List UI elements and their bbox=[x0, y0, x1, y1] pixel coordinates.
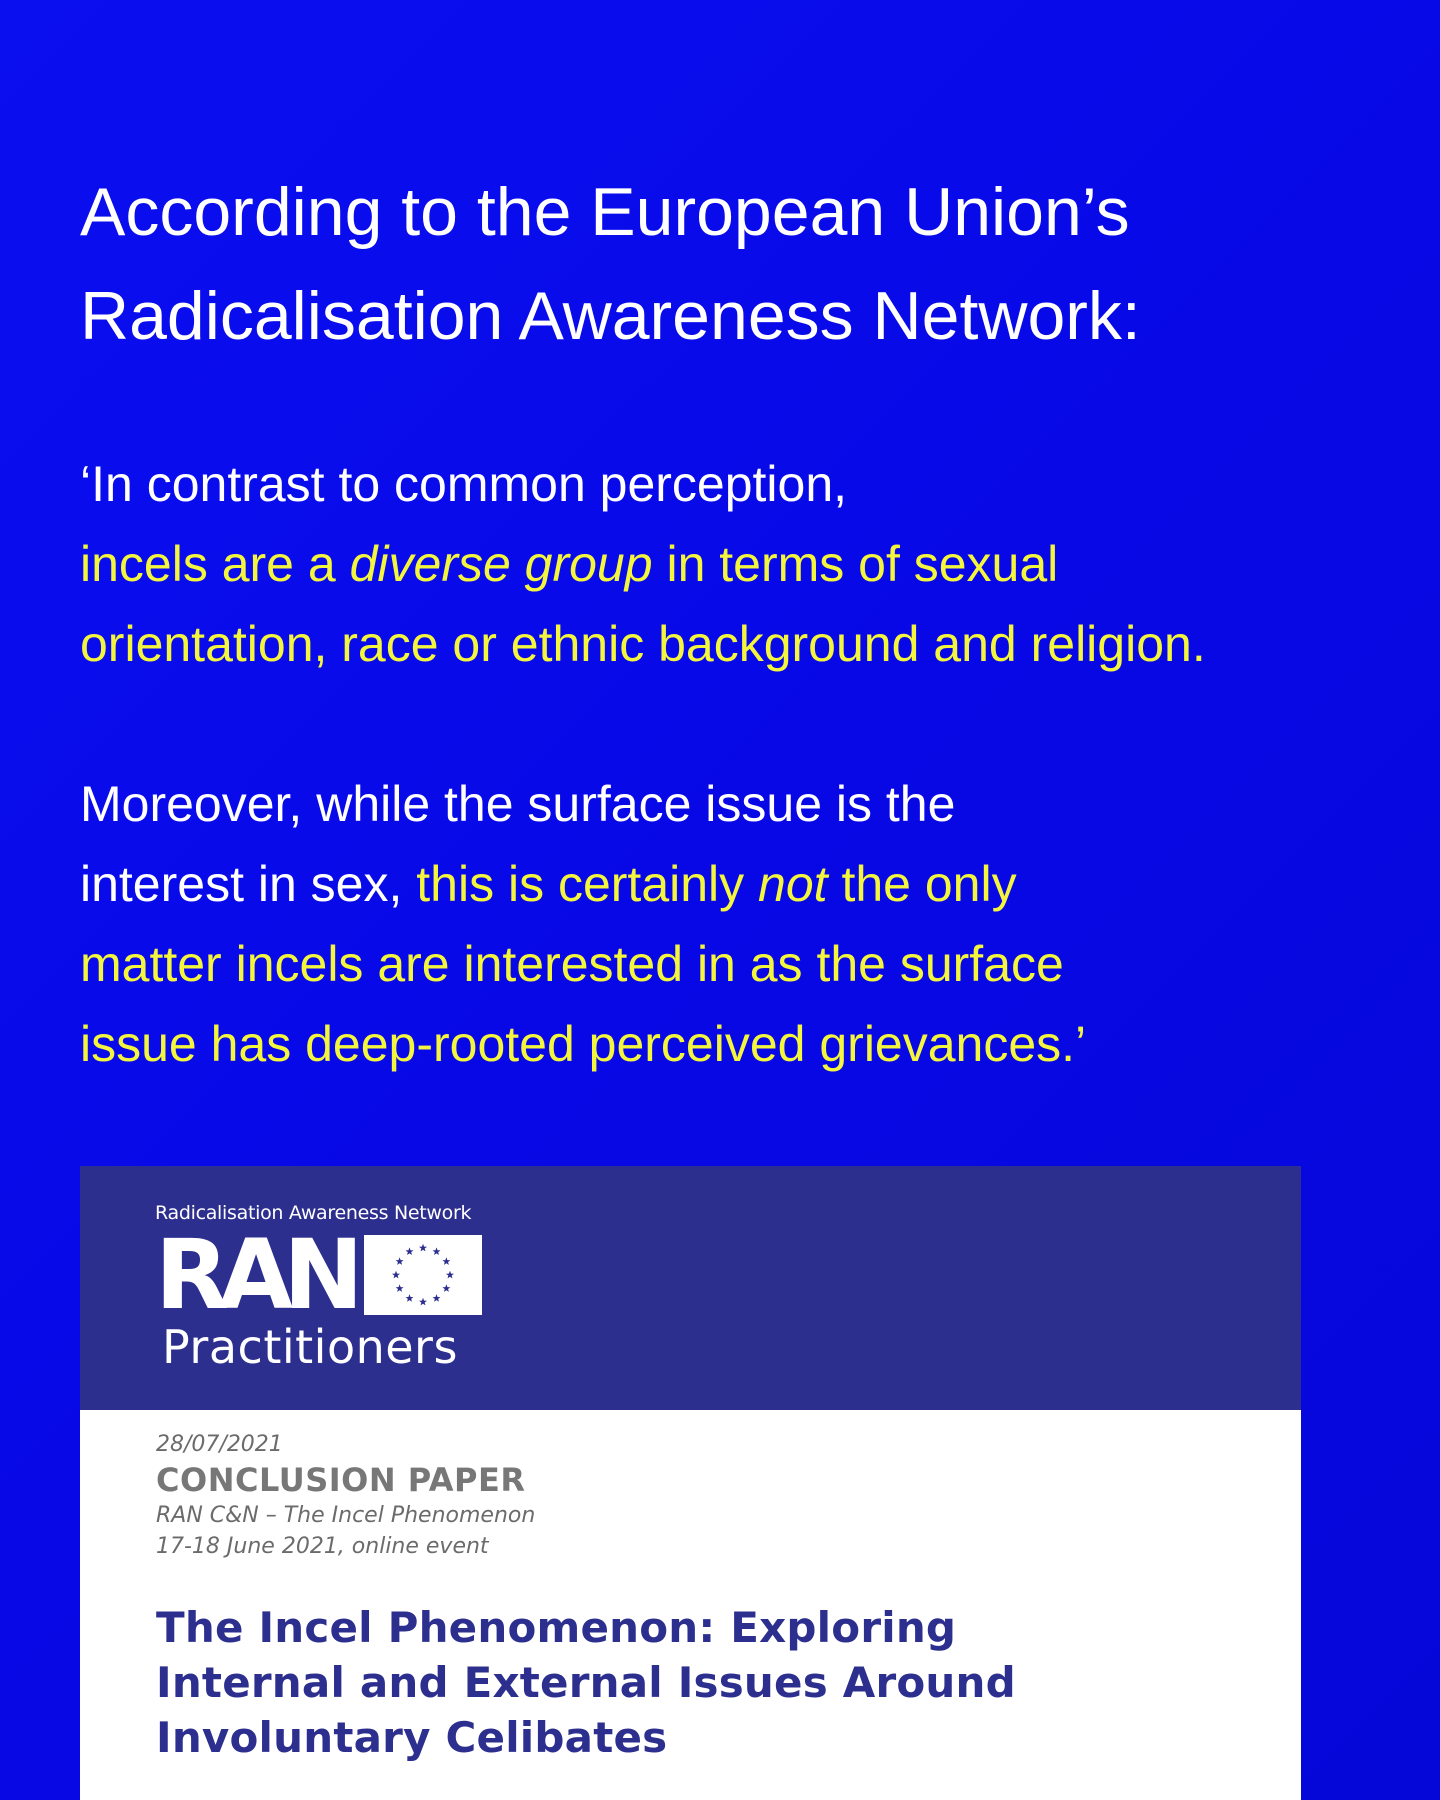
paper-title-line-2: Internal and External Issues Around bbox=[156, 1658, 1016, 1707]
ran-network-label: Radicalisation Awareness Network bbox=[155, 1202, 472, 1224]
heading-line-2: Radicalisation Awareness Network: bbox=[80, 278, 1141, 354]
eu-star bbox=[392, 1271, 400, 1279]
quote-2-line-2-a: this is certainly bbox=[416, 856, 759, 912]
eu-star bbox=[405, 1247, 413, 1255]
heading bbox=[80, 160, 1360, 368]
paper-date: 28/07/2021 bbox=[156, 1432, 283, 1457]
quote-1-line-2 bbox=[80, 524, 1360, 604]
quote-2-line-2-b: the only bbox=[827, 856, 1017, 912]
eu-star bbox=[395, 1257, 403, 1265]
quote-1-intro: ‘In contrast to common perception, bbox=[80, 456, 848, 512]
paper-type: CONCLUSION PAPER bbox=[156, 1461, 526, 1499]
paper-title bbox=[156, 1600, 1301, 1765]
paper-event-name: RAN C&N – The Incel Phenomenon bbox=[156, 1503, 536, 1528]
paper-event-date: 17-18 June 2021, online event bbox=[156, 1534, 489, 1559]
paper-title-line-1: The Incel Phenomenon: Exploring bbox=[156, 1603, 957, 1652]
quote-1-line-2-b: in terms of sexual bbox=[652, 536, 1059, 592]
quote-2-line-3: matter incels are interested in as the surface bbox=[80, 936, 1064, 992]
eu-star bbox=[419, 1298, 427, 1306]
quote-2-emphasis: not bbox=[758, 856, 828, 912]
eu-star bbox=[405, 1294, 413, 1302]
quote-2-line-2 bbox=[80, 844, 1360, 924]
quote-2-line-4: issue has deep-rooted perceived grievances.’ bbox=[80, 1016, 1087, 1072]
eu-star bbox=[432, 1247, 440, 1255]
post-text bbox=[80, 160, 1360, 1084]
quote-paragraph-1 bbox=[80, 444, 1360, 684]
eu-star bbox=[442, 1284, 450, 1292]
quote-1-line-2-a: incels are a bbox=[80, 536, 350, 592]
ran-logo-letters: RAN bbox=[155, 1219, 354, 1331]
quote-1-line-3: orientation, race or ethnic background and religion. bbox=[80, 616, 1206, 672]
quote-1-emphasis: diverse group bbox=[349, 536, 653, 592]
ran-practitioners-label: Practitioners bbox=[162, 1320, 458, 1374]
paper-title-line-3: Involuntary Celibates bbox=[156, 1713, 668, 1762]
paper-header bbox=[80, 1166, 1301, 1410]
eu-star bbox=[419, 1244, 427, 1252]
eu-star bbox=[442, 1257, 450, 1265]
quote-2-line-1: Moreover, while the surface issue is the bbox=[80, 776, 956, 832]
eu-star bbox=[446, 1271, 454, 1279]
heading-line-1: According to the European Union’s bbox=[80, 174, 1130, 250]
eu-star bbox=[432, 1294, 440, 1302]
paper-body bbox=[80, 1410, 1301, 1765]
quote-paragraph-2 bbox=[80, 764, 1360, 1084]
quote-2-line-2-yellow bbox=[416, 856, 1016, 912]
eu-star bbox=[395, 1284, 403, 1292]
quote-2-line-2-white: interest in sex, bbox=[80, 856, 417, 912]
eu-stars-icon bbox=[364, 1235, 482, 1315]
ran-logo bbox=[155, 1219, 482, 1331]
paper-cover bbox=[80, 1166, 1301, 1800]
